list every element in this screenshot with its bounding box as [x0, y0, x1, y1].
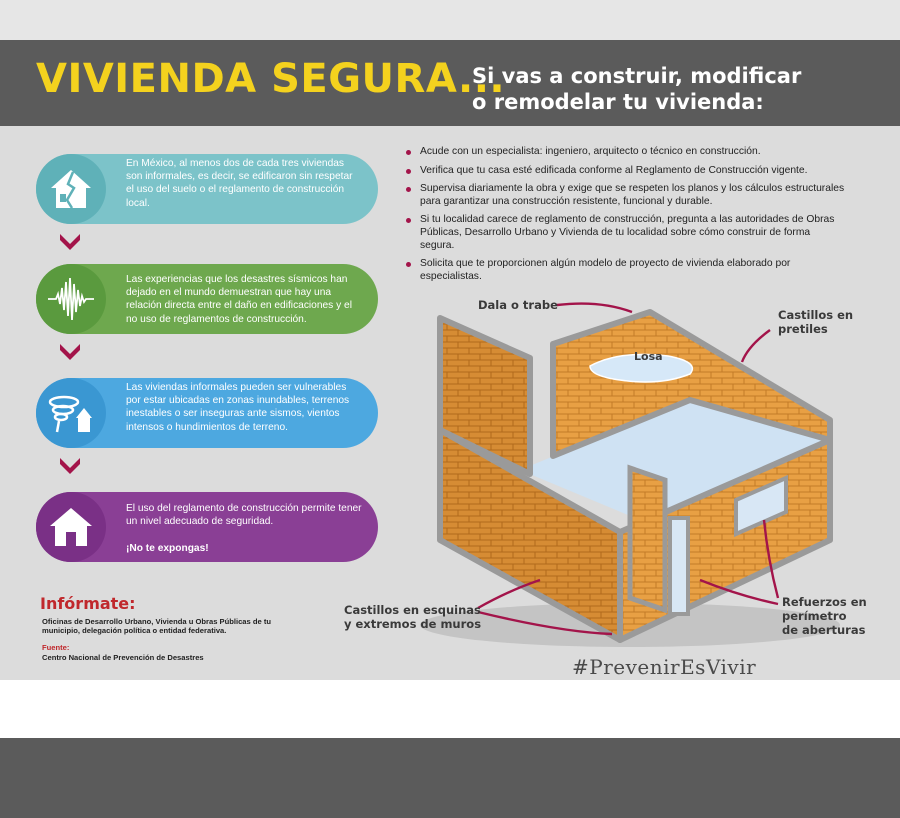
fuente-label: Fuente:	[42, 643, 70, 652]
list-item: Solicita que te proporcionen algún modelo de proyecto de vivienda elaborado por especialistas.	[406, 258, 846, 283]
subtitle-line-1: Si vas a construir, modificar	[472, 64, 802, 88]
dala-arrow	[557, 304, 632, 312]
footer-band	[0, 738, 900, 818]
label-line: pretiles	[778, 322, 828, 336]
page-title: VIVIENDA SEGURA...	[36, 56, 506, 102]
informate-title: Infórmate:	[40, 594, 136, 613]
card-text: En México, al menos dos de cada tres viviendas son informales, es decir, se edificaron sin respetar el uso del suelo o el reglamento de construcción local.	[126, 158, 353, 209]
label-dala: Dala o trabe	[478, 298, 558, 312]
label-line: perímetro	[782, 609, 847, 623]
card-text-callout: ¡No te expongas!	[126, 542, 209, 554]
label-line: de aberturas	[782, 623, 866, 637]
label-refuerzos	[782, 595, 867, 637]
label-line: Castillos en	[778, 308, 854, 322]
fuente-text: Centro Nacional de Prevención de Desastres	[42, 653, 204, 662]
list-item: Acude con un especialista: ingeniero, arquitecto o técnico en construcción.	[406, 146, 846, 159]
list-item: Si tu localidad carece de reglamento de construcción, pregunta a las autoridades de Obras Públicas, Desarrollo Urbano y Vivienda de tu localidad sobre cómo construir de forma segura.	[406, 214, 846, 252]
label-losa: Losa	[634, 350, 663, 363]
list-item: Supervisa diariamente la obra y exige que se respeten los planos y los cálculos estructurales para garantizar una construcción resistente, funcional y durable.	[406, 183, 846, 208]
list-item: Verifica que tu casa esté edificada conforme al Reglamento de Construcción vigente.	[406, 165, 846, 178]
hashtag: #PrevenirEsVivir	[572, 655, 757, 679]
door-opening	[670, 518, 688, 614]
label-castillos-esquinas	[344, 603, 481, 631]
label-castillos-pretiles	[778, 308, 853, 336]
subtitle-line-2: o remodelar tu vivienda:	[472, 90, 764, 114]
card-text-body: El uso del reglamento de construcción permite tener un nivel adecuado de seguridad.	[126, 503, 362, 528]
castillos-pretiles-arrow	[742, 330, 770, 362]
informate-text: Oficinas de Desarrollo Urbano, Vivienda u Obras Públicas de tu municipio, delegación política o entidad federativa.	[42, 617, 272, 636]
wall-partition	[630, 468, 665, 610]
label-line: Refuerzos en	[782, 595, 867, 609]
card-text: Las experiencias que los desastres sísmicos han dejado en el mundo demuestran que hay una relación directa entre el daño en edificaciones y el no uso de reglamentos de construcción.	[126, 274, 352, 325]
label-line: Castillos en esquinas	[344, 603, 481, 617]
castillos-esquinas-arrow-1	[478, 580, 540, 608]
label-line: y extremos de muros	[344, 617, 482, 631]
card-text: Las viviendas informales pueden ser vulnerables por estar ubicadas en zonas inundables, terrenos inestables o ser inseguras ante sismos, vientos intensos o hundimientos de terreno.	[126, 382, 350, 433]
